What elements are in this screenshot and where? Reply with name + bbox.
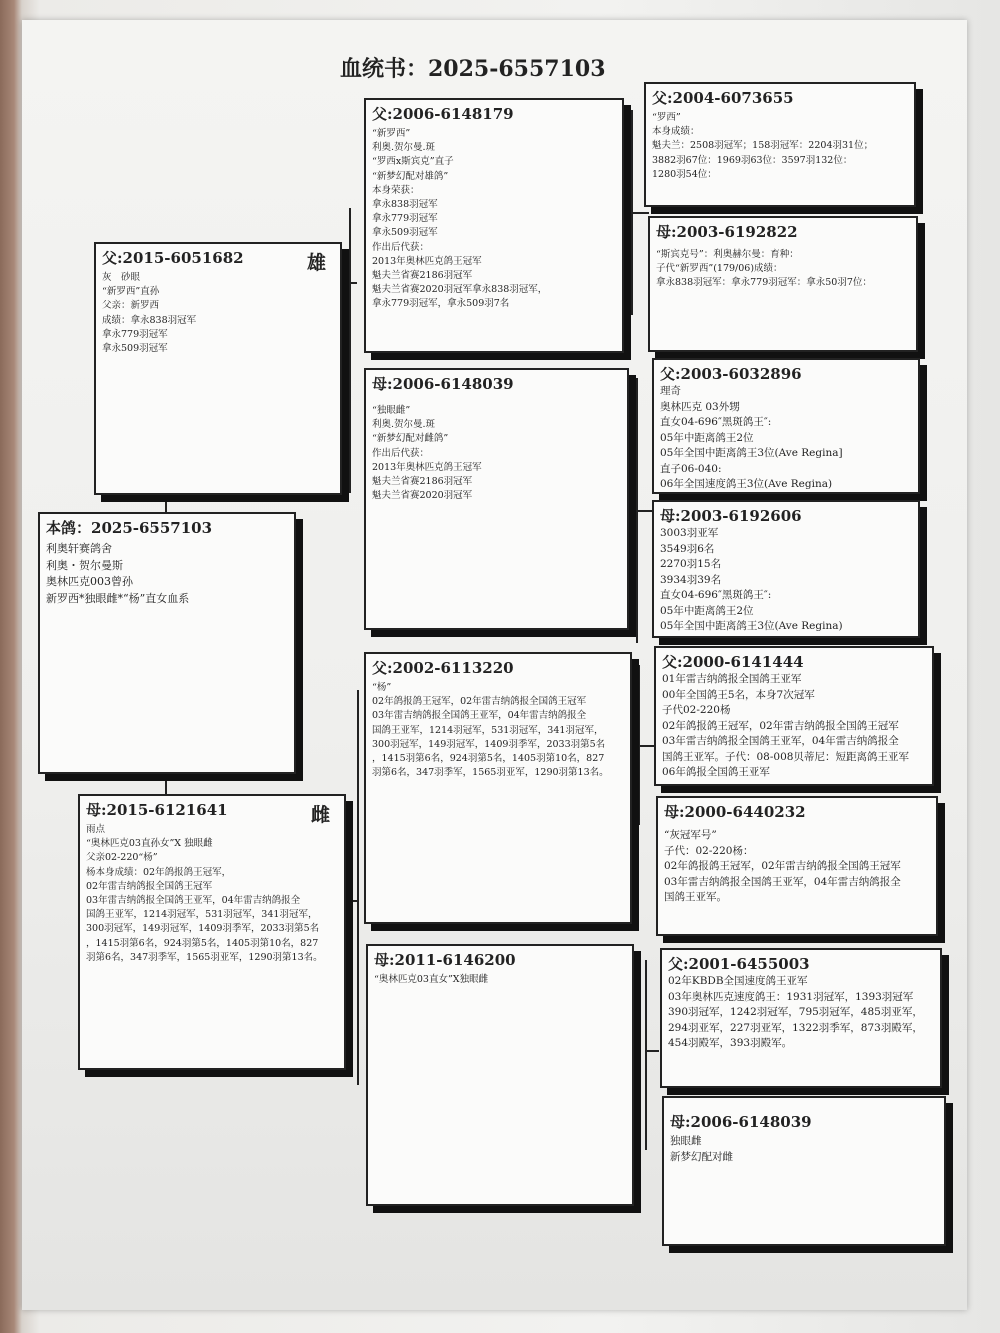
card-line: 魁夫兰省赛2186羽冠军 xyxy=(372,476,473,488)
connector-line xyxy=(638,745,654,747)
card-line: 作出后代获： xyxy=(372,447,430,459)
card-line: 05年全国中距离鸽王3位(Ave Regina] xyxy=(660,447,843,459)
card-label: 母: xyxy=(374,951,395,969)
ring-number: 2011-6146200 xyxy=(394,951,516,969)
card-line: ，1415羽第6名，924羽第5名，1405羽第10名，827 xyxy=(86,937,319,949)
card-line: 雨点 xyxy=(86,824,106,835)
card-line: “新罗西” xyxy=(372,128,411,139)
card-line: “杨” xyxy=(372,682,392,693)
connector-line xyxy=(631,212,649,214)
card-label: 父: xyxy=(662,653,683,671)
card-line: “新梦幻配对雌鸽” xyxy=(372,433,449,445)
card-line: 02年鸽报鸽王冠军，02年雷吉纳鸽报全国鸽王冠军 xyxy=(662,719,899,732)
card-line: 本身荣获： xyxy=(372,184,420,196)
card-line: 魁夫兰省赛2020羽冠军拿永838羽冠军， xyxy=(372,284,548,296)
card-line: 奥林匹克 03外甥 xyxy=(660,400,740,413)
card-line: 羽第6名，347羽季军，1565羽亚军，1290羽第13名。 xyxy=(372,767,609,779)
card-line: “斯宾克号”：利奥赫尔曼：育种： xyxy=(656,249,799,260)
card-line: 父亲：新罗西 xyxy=(102,300,160,312)
pedigree-card-ddd xyxy=(662,1096,946,1246)
card-line: 300羽冠军，149羽冠军，1409羽季军，2033羽第5名 xyxy=(372,738,606,750)
ring-number: 2003-6192606 xyxy=(680,507,802,525)
card-line: 3003羽亚军 xyxy=(660,527,719,539)
card-line: “新罗西”直孙 xyxy=(102,286,160,298)
ring-number: 2006-6148179 xyxy=(392,105,514,123)
pedigree-card-sds xyxy=(652,358,920,494)
card-line: 新罗西*独眼雌*“杨”直女血系 xyxy=(46,591,190,605)
connector-line xyxy=(349,208,351,493)
card-line: 02年鸽报鸽王冠军，02年雷吉纳鸽报全国鸽王冠军 xyxy=(664,860,901,872)
card-line: 子代：02-220杨： xyxy=(664,844,754,857)
card-label: 母: xyxy=(656,223,677,241)
page-title: 血统书：2025-6557103 xyxy=(340,56,606,82)
card-label: 母: xyxy=(372,375,393,393)
card-line: 本身成绩： xyxy=(652,126,700,138)
ring-number: 2015-6121641 xyxy=(106,801,228,819)
card-line: 拿永838羽冠军 xyxy=(372,199,438,211)
card-line: 羽第6名，347羽季军，1565羽亚军，1290羽第13名。 xyxy=(86,951,323,963)
card-line: 2013年奥林匹克鸽王冠军 xyxy=(372,255,482,267)
card-line: 294羽亚军，227羽亚军，1322羽季军，873羽殿军， xyxy=(668,1021,923,1034)
card-line: 3882羽67位：1969羽63位：3597羽132位： xyxy=(652,154,853,166)
card-line: 拿永779羽冠军 xyxy=(372,213,438,225)
connector-line xyxy=(165,494,167,512)
ring-number: 2006-6148039 xyxy=(690,1113,812,1131)
card-label: 父: xyxy=(668,955,689,973)
card-line: 2270羽15名 xyxy=(660,558,722,570)
card-line: 新梦幻配对雌 xyxy=(670,1150,733,1163)
card-line: 直女04-696″黑斑鸽王″: xyxy=(660,589,772,601)
connector-line xyxy=(645,1050,659,1052)
pedigree-card-dsd xyxy=(656,796,938,936)
card-line: 拿永509羽冠军 xyxy=(372,227,438,239)
card-line: 3549羽6名 xyxy=(660,542,715,555)
card-line: 子代02-220杨 xyxy=(662,704,731,716)
card-line: 父亲02-220“杨” xyxy=(86,852,158,864)
connector-line xyxy=(636,510,652,512)
card-line: 国鸽王亚军，1214羽冠军，531羽冠军，341羽冠军， xyxy=(86,909,318,921)
card-line: 魁夫兰省赛2186羽冠军 xyxy=(372,270,473,282)
pedigree-card-sire xyxy=(94,242,342,495)
card-line: 02年鸽报鸽王冠军，02年雷吉纳鸽报全国鸽王冠军 xyxy=(372,696,587,708)
card-line: 作出后代获： xyxy=(372,241,430,253)
ring-number: 2002-6113220 xyxy=(392,659,514,677)
card-label: 母: xyxy=(664,803,685,821)
card-line: ，1415羽第6名，924羽第5名，1405羽第10名，827 xyxy=(372,753,605,765)
sex-label: 雌 xyxy=(310,804,330,826)
pedigree-card-dam xyxy=(78,794,346,1070)
card-line: 01年雷吉纳鸽报全国鸽王亚军 xyxy=(662,673,802,685)
card-label: 母: xyxy=(670,1113,691,1131)
card-line: 奥林匹克003曾孙 xyxy=(46,575,133,588)
ring-number: 2003-6192822 xyxy=(676,223,798,241)
card-line: 独眼雌 xyxy=(670,1135,702,1147)
card-line: 利奥.贺尔曼.斑 xyxy=(372,419,436,431)
card-line: 灰 砂眼 xyxy=(102,272,141,283)
connector-line xyxy=(346,900,358,902)
card-line: 魁夫兰：2508羽冠军；158羽冠军：2204羽31位； xyxy=(652,140,874,152)
pedigree-card-sire-dam xyxy=(364,368,629,630)
card-line: 03年雷吉纳鸽报全国鸽王亚军，04年雷吉纳鸽报全 xyxy=(86,895,301,907)
card-line: 05年中距离鸽王2位 xyxy=(660,431,754,444)
card-line: 国鸽王亚军。子代：08-008贝蒂尼：短距离鸽王亚军 xyxy=(662,750,909,763)
ring-number: 2001-6455003 xyxy=(688,955,810,973)
card-line: “罗西x斯宾克”直子 xyxy=(372,156,454,168)
card-line: 05年中距离鸽王2位 xyxy=(660,604,754,617)
ring-number: 2015-6051682 xyxy=(122,249,244,267)
ring-number: 2025-6557103 xyxy=(91,519,213,537)
card-line: 利奥轩赛鸽舍 xyxy=(46,542,112,555)
ring-number: 2004-6073655 xyxy=(672,89,794,107)
card-label: 母: xyxy=(86,801,107,819)
card-label: 父: xyxy=(102,249,123,267)
card-label: 父: xyxy=(372,659,393,677)
card-line: 02年雷吉纳鸽报全国鸽王冠军 xyxy=(86,880,213,892)
card-line: 454羽殿军，393羽殿军。 xyxy=(668,1037,793,1049)
card-line: 拿永838羽冠军：拿永779羽冠军：拿永50羽7位： xyxy=(656,277,872,289)
card-line: 直女04-696″黑斑鸽王″: xyxy=(660,416,772,428)
card-line: 06年鸽报全国鸽王亚军 xyxy=(662,766,770,778)
card-label: 父: xyxy=(652,89,673,107)
pedigree-card-sss xyxy=(644,82,916,207)
card-line: 拿永779羽冠军，拿永509羽7名 xyxy=(372,298,510,310)
card-line: 300羽冠军，149羽冠军，1409羽季军，2033羽第5名 xyxy=(86,923,320,935)
card-line: 利奥・贺尔曼斯 xyxy=(46,558,123,572)
card-line: 1280羽54位： xyxy=(652,168,717,180)
card-line: 利奥.贺尔曼.斑 xyxy=(372,142,436,154)
card-line: 国鸽王亚军。 xyxy=(664,891,727,903)
card-line: “奥林匹克03直女”X独眼雌 xyxy=(374,974,489,985)
card-line: 杨本身成绩：02年鸽报鸽王冠军， xyxy=(86,866,232,878)
card-line: 魁夫兰省赛2020羽冠军 xyxy=(372,490,473,502)
pedigree-card-ssd xyxy=(648,216,918,352)
pedigree-card-dam-sire xyxy=(364,652,632,924)
ring-number: 2006-6148039 xyxy=(392,375,514,393)
card-line: 06年全国速度鸽王3位(Ave Regina) xyxy=(660,478,833,490)
card-line: “奥林匹克03直孙女”X 独眼雌 xyxy=(86,838,213,850)
card-line: 390羽冠军，1242羽冠军，795羽冠军，485羽亚军， xyxy=(668,1006,923,1018)
card-label: 父: xyxy=(660,365,681,383)
card-line: 理奇 xyxy=(660,385,681,397)
card-line: “灰冠军号” xyxy=(664,829,717,841)
pedigree-card-dss xyxy=(654,646,934,786)
card-line: 国鸽王亚军，1214羽冠军，531羽冠军，341羽冠军， xyxy=(372,724,604,736)
connector-line xyxy=(165,772,167,794)
card-line: 子代“新罗西”(179/06)成绩： xyxy=(656,263,783,275)
card-line: 00年全国鸽王5名，本身7次冠军 xyxy=(662,688,815,701)
card-line: 03年奥林匹克速度鸽王：1931羽冠军，1393羽冠军 xyxy=(668,990,914,1003)
card-line: 拿永509羽冠军 xyxy=(102,343,168,355)
ring-number: 2003-6032896 xyxy=(680,365,802,383)
pedigree-card-sire-sire xyxy=(364,98,624,353)
card-line: 05年全国中距离鸽王3位(Ave Regina) xyxy=(660,620,843,632)
card-line: 3934羽39名 xyxy=(660,573,722,586)
card-line: 成绩：拿永838羽冠军 xyxy=(102,314,197,326)
card-line: 03年雷吉纳鸽报全国鸽王亚军，04年雷吉纳鸽报全 xyxy=(662,735,899,747)
card-line: “独眼雌” xyxy=(372,405,411,416)
card-label: 母: xyxy=(660,507,681,525)
pedigree-card-dds xyxy=(660,948,942,1088)
sex-label: 雄 xyxy=(306,252,326,274)
card-label: 父: xyxy=(372,105,393,123)
ring-number: 2000-6440232 xyxy=(684,803,806,821)
connector-line xyxy=(341,282,357,284)
connector-line xyxy=(357,690,359,1085)
pedigree-card-sdd xyxy=(652,500,920,638)
card-line: 直子06-040: xyxy=(660,462,722,475)
connector-line xyxy=(645,960,647,1150)
card-line: 03年雷吉纳鸽报全国鸽王亚军，04年雷吉纳鸽报全 xyxy=(664,875,901,888)
card-line: 2013年奥林匹克鸽王冠军 xyxy=(372,461,482,473)
card-line: 拿永779羽冠军 xyxy=(102,328,168,340)
card-line: 03年雷吉纳鸽报全国鸽王亚军，04年雷吉纳鸽报全 xyxy=(372,710,587,722)
pedigree-card-dam-dam xyxy=(366,944,634,1206)
card-label: 本鸽： xyxy=(46,519,92,537)
card-line: “罗西” xyxy=(652,112,681,123)
ring-number: 2000-6141444 xyxy=(682,653,804,671)
card-line: “新梦幻配对雄鸽” xyxy=(372,170,449,182)
card-line: 02年KBDB全国速度鸽王亚军 xyxy=(668,975,808,987)
pedigree-card-self xyxy=(38,512,296,774)
